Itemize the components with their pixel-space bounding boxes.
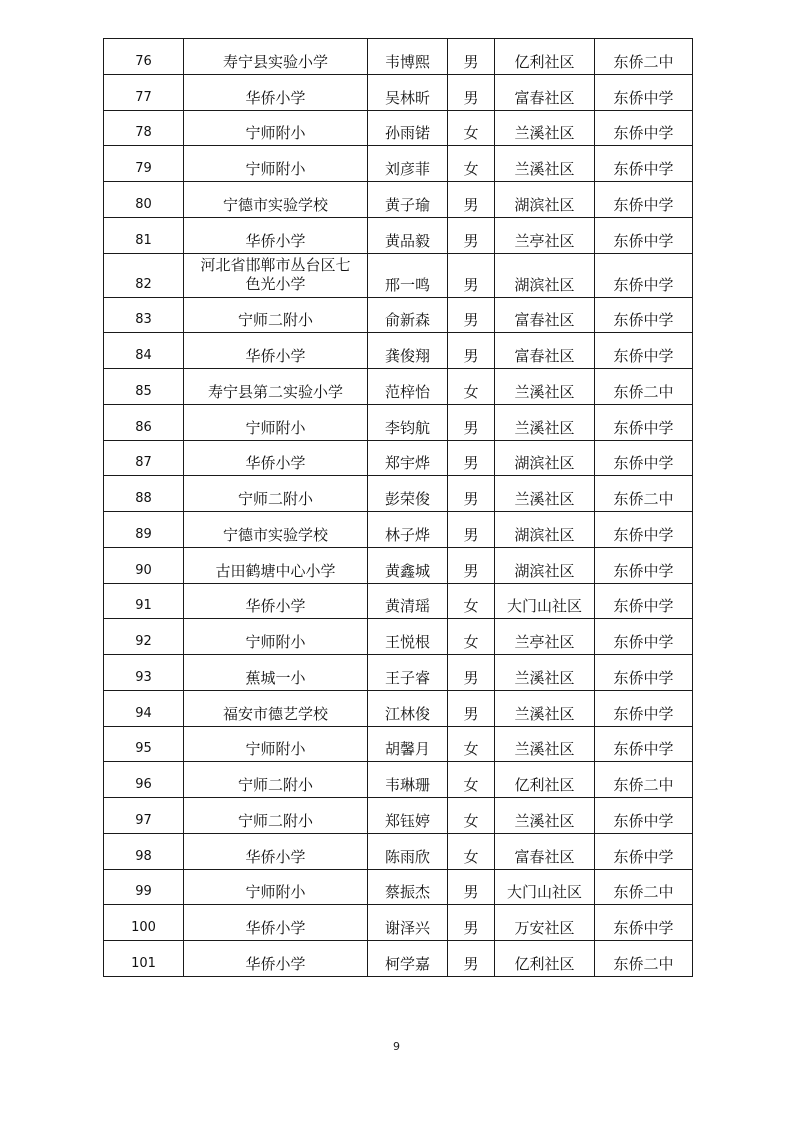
student-name-cell: 郑钰婷 (368, 798, 448, 834)
gender-cell: 男 (448, 869, 495, 905)
gender-cell: 男 (448, 941, 495, 977)
primary-school-cell: 华侨小学 (184, 74, 368, 110)
primary-school-cell: 宁师附小 (184, 726, 368, 762)
primary-school-cell: 宁师二附小 (184, 297, 368, 333)
table-row (104, 476, 693, 512)
assigned-middle-school-cell: 东侨中学 (595, 297, 693, 333)
student-name-cell: 胡馨月 (368, 726, 448, 762)
student-name-cell: 谢泽兴 (368, 905, 448, 941)
community-cell: 富春社区 (495, 333, 595, 369)
table-row (104, 762, 693, 798)
primary-school-cell: 寿宁县第二实验小学 (184, 369, 368, 405)
assigned-middle-school-cell: 东侨中学 (595, 547, 693, 583)
assigned-middle-school-cell: 东侨中学 (595, 905, 693, 941)
row-number-cell: 85 (104, 369, 184, 405)
row-number-cell: 98 (104, 833, 184, 869)
primary-school-cell: 华侨小学 (184, 833, 368, 869)
gender-cell: 女 (448, 583, 495, 619)
assigned-middle-school-cell: 东侨中学 (595, 146, 693, 182)
primary-school-cell: 宁师附小 (184, 869, 368, 905)
row-number-cell: 84 (104, 333, 184, 369)
row-number-cell: 95 (104, 726, 184, 762)
community-cell: 万安社区 (495, 905, 595, 941)
community-cell: 兰溪社区 (495, 476, 595, 512)
table-row (104, 833, 693, 869)
assigned-middle-school-cell: 东侨中学 (595, 833, 693, 869)
gender-cell: 男 (448, 217, 495, 253)
gender-cell: 男 (448, 440, 495, 476)
row-number-cell: 79 (104, 146, 184, 182)
table-row (104, 512, 693, 548)
primary-school-cell: 河北省邯郸市丛台区七色光小学 (184, 253, 368, 297)
primary-school-cell: 华侨小学 (184, 941, 368, 977)
table-row (104, 333, 693, 369)
student-name-cell: 蔡振杰 (368, 869, 448, 905)
gender-cell: 女 (448, 369, 495, 405)
assigned-middle-school-cell: 东侨二中 (595, 39, 693, 75)
gender-cell: 男 (448, 655, 495, 691)
row-number-cell: 87 (104, 440, 184, 476)
gender-cell: 男 (448, 476, 495, 512)
table-row (104, 297, 693, 333)
assigned-middle-school-cell: 东侨中学 (595, 619, 693, 655)
primary-school-cell: 蕉城一小 (184, 655, 368, 691)
row-number-cell: 92 (104, 619, 184, 655)
table-row (104, 146, 693, 182)
student-roster-table (103, 38, 693, 977)
assigned-middle-school-cell: 东侨二中 (595, 941, 693, 977)
assigned-middle-school-cell: 东侨二中 (595, 476, 693, 512)
student-name-cell: 黄品毅 (368, 217, 448, 253)
community-cell: 兰溪社区 (495, 798, 595, 834)
gender-cell: 女 (448, 833, 495, 869)
assigned-middle-school-cell: 东侨中学 (595, 440, 693, 476)
community-cell: 湖滨社区 (495, 547, 595, 583)
assigned-middle-school-cell: 东侨中学 (595, 404, 693, 440)
table-row (104, 726, 693, 762)
table-row (104, 39, 693, 75)
primary-school-cell: 华侨小学 (184, 217, 368, 253)
community-cell: 亿利社区 (495, 941, 595, 977)
gender-cell: 男 (448, 182, 495, 218)
community-cell: 湖滨社区 (495, 253, 595, 297)
community-cell: 湖滨社区 (495, 512, 595, 548)
primary-school-cell: 宁师二附小 (184, 762, 368, 798)
gender-cell: 男 (448, 253, 495, 297)
row-number-cell: 81 (104, 217, 184, 253)
primary-school-cell: 华侨小学 (184, 440, 368, 476)
table-row (104, 74, 693, 110)
table-row (104, 869, 693, 905)
gender-cell: 男 (448, 547, 495, 583)
row-number-cell: 83 (104, 297, 184, 333)
gender-cell: 男 (448, 333, 495, 369)
student-name-cell: 俞新森 (368, 297, 448, 333)
primary-school-cell: 宁师附小 (184, 619, 368, 655)
row-number-cell: 99 (104, 869, 184, 905)
student-name-cell: 吴林昕 (368, 74, 448, 110)
row-number-cell: 82 (104, 253, 184, 297)
student-name-cell: 江林俊 (368, 690, 448, 726)
gender-cell: 女 (448, 146, 495, 182)
assigned-middle-school-cell: 东侨中学 (595, 110, 693, 146)
table-row (104, 182, 693, 218)
student-name-cell: 龚俊翔 (368, 333, 448, 369)
community-cell: 兰亭社区 (495, 217, 595, 253)
gender-cell: 男 (448, 512, 495, 548)
community-cell: 湖滨社区 (495, 440, 595, 476)
community-cell: 亿利社区 (495, 39, 595, 75)
community-cell: 大门山社区 (495, 583, 595, 619)
gender-cell: 女 (448, 726, 495, 762)
student-name-cell: 郑宇烨 (368, 440, 448, 476)
table-row (104, 217, 693, 253)
primary-school-cell: 古田鹤塘中心小学 (184, 547, 368, 583)
assigned-middle-school-cell: 东侨二中 (595, 762, 693, 798)
community-cell: 富春社区 (495, 297, 595, 333)
assigned-middle-school-cell: 东侨中学 (595, 690, 693, 726)
student-name-cell: 陈雨欣 (368, 833, 448, 869)
row-number-cell: 101 (104, 941, 184, 977)
assigned-middle-school-cell: 东侨中学 (595, 74, 693, 110)
row-number-cell: 89 (104, 512, 184, 548)
student-name-cell: 邢一鸣 (368, 253, 448, 297)
assigned-middle-school-cell: 东侨二中 (595, 369, 693, 405)
row-number-cell: 78 (104, 110, 184, 146)
primary-school-cell: 福安市德艺学校 (184, 690, 368, 726)
table-row (104, 110, 693, 146)
row-number-cell: 97 (104, 798, 184, 834)
student-name-cell: 黄子瑜 (368, 182, 448, 218)
assigned-middle-school-cell: 东侨中学 (595, 726, 693, 762)
student-name-cell: 彭荣俊 (368, 476, 448, 512)
community-cell: 兰溪社区 (495, 369, 595, 405)
page-number: 9 (393, 1040, 400, 1053)
roster-body (104, 39, 693, 977)
table-row (104, 798, 693, 834)
primary-school-cell: 宁师二附小 (184, 798, 368, 834)
community-cell: 湖滨社区 (495, 182, 595, 218)
table-row (104, 583, 693, 619)
primary-school-cell: 宁师二附小 (184, 476, 368, 512)
row-number-cell: 94 (104, 690, 184, 726)
gender-cell: 男 (448, 905, 495, 941)
assigned-middle-school-cell: 东侨中学 (595, 583, 693, 619)
row-number-cell: 77 (104, 74, 184, 110)
primary-school-cell: 华侨小学 (184, 333, 368, 369)
table-row (104, 941, 693, 977)
student-name-cell: 范梓怡 (368, 369, 448, 405)
student-name-cell: 柯学嘉 (368, 941, 448, 977)
row-number-cell: 76 (104, 39, 184, 75)
student-name-cell: 王子睿 (368, 655, 448, 691)
primary-school-cell: 华侨小学 (184, 905, 368, 941)
student-name-cell: 王悦根 (368, 619, 448, 655)
gender-cell: 女 (448, 110, 495, 146)
community-cell: 富春社区 (495, 833, 595, 869)
table-row (104, 619, 693, 655)
assigned-middle-school-cell: 东侨中学 (595, 217, 693, 253)
gender-cell: 男 (448, 74, 495, 110)
student-name-cell: 黄鑫城 (368, 547, 448, 583)
row-number-cell: 100 (104, 905, 184, 941)
assigned-middle-school-cell: 东侨中学 (595, 182, 693, 218)
table-row (104, 404, 693, 440)
assigned-middle-school-cell: 东侨二中 (595, 869, 693, 905)
community-cell: 兰溪社区 (495, 655, 595, 691)
community-cell: 兰溪社区 (495, 690, 595, 726)
gender-cell: 男 (448, 297, 495, 333)
community-cell: 兰溪社区 (495, 146, 595, 182)
table-row (104, 655, 693, 691)
row-number-cell: 86 (104, 404, 184, 440)
assigned-middle-school-cell: 东侨中学 (595, 253, 693, 297)
community-cell: 富春社区 (495, 74, 595, 110)
table-row (104, 253, 693, 297)
assigned-middle-school-cell: 东侨中学 (595, 333, 693, 369)
gender-cell: 男 (448, 39, 495, 75)
row-number-cell: 90 (104, 547, 184, 583)
gender-cell: 女 (448, 762, 495, 798)
primary-school-cell: 宁师附小 (184, 404, 368, 440)
student-name-cell: 刘彦菲 (368, 146, 448, 182)
row-number-cell: 88 (104, 476, 184, 512)
student-name-cell: 林子烨 (368, 512, 448, 548)
gender-cell: 男 (448, 404, 495, 440)
community-cell: 亿利社区 (495, 762, 595, 798)
community-cell: 大门山社区 (495, 869, 595, 905)
row-number-cell: 80 (104, 182, 184, 218)
assigned-middle-school-cell: 东侨中学 (595, 655, 693, 691)
table-row (104, 547, 693, 583)
community-cell: 兰溪社区 (495, 110, 595, 146)
primary-school-cell: 宁师附小 (184, 110, 368, 146)
gender-cell: 女 (448, 619, 495, 655)
student-name-cell: 孙雨锘 (368, 110, 448, 146)
student-name-cell: 李钧航 (368, 404, 448, 440)
student-name-cell: 韦博熙 (368, 39, 448, 75)
row-number-cell: 96 (104, 762, 184, 798)
assigned-middle-school-cell: 东侨中学 (595, 512, 693, 548)
table-row (104, 369, 693, 405)
student-name-cell: 韦琳珊 (368, 762, 448, 798)
primary-school-cell: 华侨小学 (184, 583, 368, 619)
primary-school-cell: 宁德市实验学校 (184, 512, 368, 548)
student-name-cell: 黄清瑶 (368, 583, 448, 619)
gender-cell: 男 (448, 690, 495, 726)
table-row (104, 440, 693, 476)
primary-school-cell: 寿宁县实验小学 (184, 39, 368, 75)
assigned-middle-school-cell: 东侨中学 (595, 798, 693, 834)
row-number-cell: 93 (104, 655, 184, 691)
gender-cell: 女 (448, 798, 495, 834)
primary-school-cell: 宁师附小 (184, 146, 368, 182)
community-cell: 兰溪社区 (495, 404, 595, 440)
community-cell: 兰溪社区 (495, 726, 595, 762)
community-cell: 兰亭社区 (495, 619, 595, 655)
primary-school-cell: 宁德市实验学校 (184, 182, 368, 218)
table-row (104, 905, 693, 941)
row-number-cell: 91 (104, 583, 184, 619)
table-row (104, 690, 693, 726)
